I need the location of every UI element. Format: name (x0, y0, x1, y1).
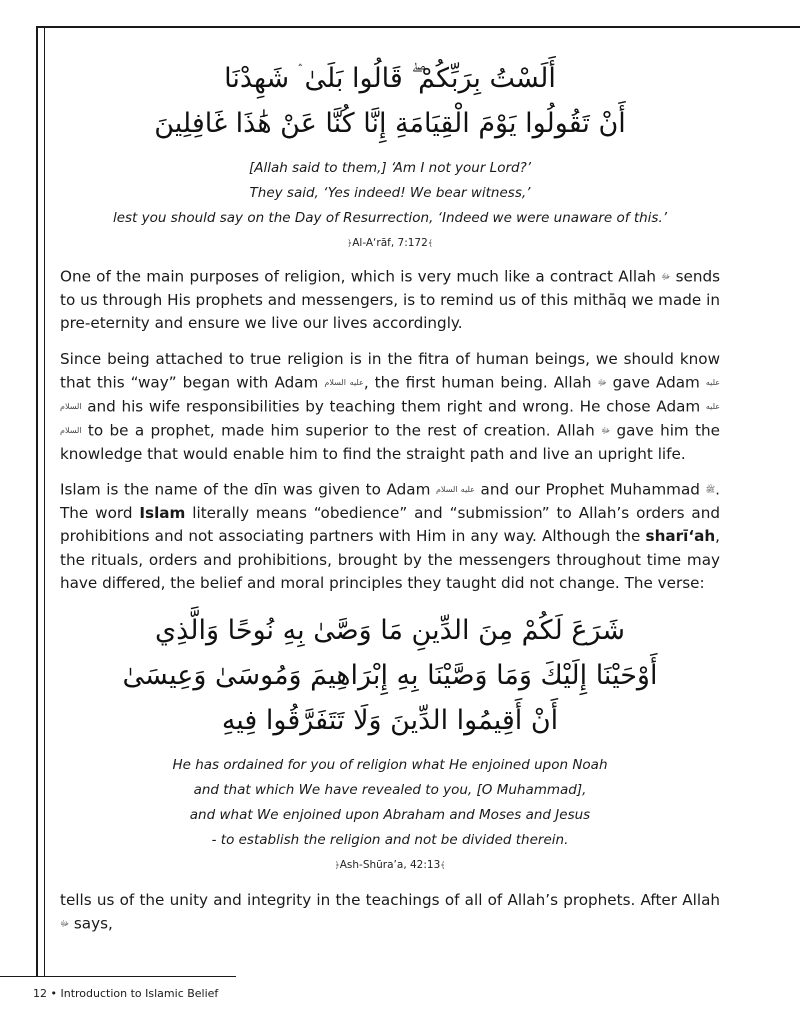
paragraph-text: says, (69, 914, 113, 933)
page-frame-outer-rule (36, 26, 38, 976)
ornament-bracket-right-icon: ﴾ (440, 860, 446, 871)
page-frame-inner-rule (44, 26, 45, 976)
reference-text: Al-A‘rāf, 7:172 (352, 237, 428, 249)
verse-arabic-7-172 (60, 56, 720, 146)
honorific-as-icon: عليه السلام (435, 485, 475, 494)
paragraph-text: to be a prophet, made him superior to the rest of creation. Allah (81, 421, 595, 439)
page-content (60, 46, 720, 936)
paragraph-purpose-of-religion (60, 265, 720, 336)
verse-arabic-42-13 (60, 608, 720, 743)
page-number: 12 (33, 987, 47, 1000)
ornament-bracket-right-icon: ﴾ (427, 239, 434, 249)
paragraph-unity-of-teachings (60, 889, 720, 936)
verse-translation-7-172 (60, 156, 720, 231)
paragraph-text: Islam is the name of the dīn was given to Adam (60, 480, 431, 499)
paragraph-text: literally means “obedience” and “submission” to Allah’s orders and prohibitions and not associating partners with Him in any way. Although the (60, 503, 720, 546)
translation-line: and that which We have revealed to you, [O Muhammad], (193, 781, 587, 798)
paragraph-text: . The word (60, 480, 720, 522)
translation-line: lest you should say on the Day of Resurrection, ‘Indeed we were unaware of this.’ (112, 210, 668, 226)
footer-rule (0, 976, 236, 977)
paragraph-text: One of the main purposes of religion, which is very much like a contract Allah (60, 267, 657, 286)
term-shariah: sharī‘ah (645, 527, 716, 546)
translation-line: [Allah said to them,] ‘Am I not your Lord?’ (248, 160, 532, 176)
verse-arabic-line: شَرَعَ لَكُمْ مِنَ الدِّينِ مَا وَصَّىٰ بِهِ نُوحًا وَالَّذِي (155, 614, 625, 646)
verse-arabic-line: أَلَسْتُ بِرَبِّكُمْ ۖ قَالُوا بَلَىٰ ۛ شَهِدْنَا (224, 63, 556, 94)
honorific-allah-icon: ﷻ (597, 378, 607, 388)
verse-reference-7-172 (60, 234, 720, 253)
honorific-allah-icon: ﷻ (601, 425, 611, 435)
verse-arabic-line: أَنْ تَقُولُوا يَوْمَ الْقِيَامَةِ إِنَّا كُنَّا عَنْ هَٰذَا غَافِلِينَ (154, 108, 626, 139)
translation-line: and what We enjoined upon Abraham and Moses and Jesus (189, 806, 591, 823)
translation-line: They said, ‘Yes indeed! We bear witness,’ (249, 185, 531, 201)
paragraph-fitra (60, 348, 720, 466)
term-islam: Islam (139, 503, 186, 522)
reference-text: Ash-Shūra’a, 42:13 (339, 858, 441, 871)
page-footer (33, 987, 218, 1000)
paragraph-text: and our Prophet Muhammad (474, 480, 700, 499)
honorific-allah-icon: ﷻ (661, 272, 671, 281)
ornament-bracket-left-icon: ﴿ (346, 239, 353, 249)
translation-line: - to establish the religion and not be divided therein. (211, 831, 569, 848)
paragraph-text: sends to us through His prophets and messengers, is to remind us of this mithāq we made in pre-eternity and ensure we live our lives accordingly. (60, 267, 721, 333)
honorific-as-icon: عليه السلام (60, 402, 720, 435)
honorific-as-icon: عليه السلام (60, 378, 720, 411)
paragraph-text: tells us of the unity and integrity in the teachings of all of Allah’s prophets. After Allah (60, 890, 720, 909)
verse-arabic-line: أَنْ أَقِيمُوا الدِّينَ وَلَا تَتَفَرَّقُوا فِيهِ (221, 704, 559, 736)
verse-translation-42-13 (60, 753, 720, 853)
paragraph-text: , the first human being. Allah (363, 373, 592, 392)
page-frame-top-rule (36, 26, 800, 28)
honorific-allah-icon: ﷻ (60, 919, 70, 929)
paragraph-text: Since being attached to true religion is in the fitra of human beings, we should know that this “way” began with Adam (60, 349, 720, 392)
honorific-prophet-icon: ﷺ (705, 485, 716, 494)
paragraph-text: gave Adam (606, 373, 700, 392)
paragraph-islam-definition (60, 478, 720, 596)
paragraph-text: , the rituals, orders and prohibitions, brought by the messengers throughout time may have differed, the belief and moral principles they taught did not change. The verse: (60, 527, 720, 593)
paragraph-text: gave him the knowledge that would enable him to find the straight path and live an upright life. (60, 421, 721, 463)
translation-line: He has ordained for you of religion what He enjoined upon Noah (172, 756, 608, 773)
book-title: Introduction to Islamic Belief (60, 987, 219, 1000)
footer-separator: • (50, 987, 57, 1000)
verse-arabic-line: أَوْحَيْنَا إِلَيْكَ وَمَا وَصَّيْنَا بِهِ إِبْرَاهِيمَ وَمُوسَىٰ وَعِيسَىٰ (122, 659, 658, 691)
verse-reference-42-13 (60, 856, 720, 875)
paragraph-text: and his wife responsibilities by teaching them right and wrong. He chose Adam (81, 397, 701, 416)
ornament-bracket-left-icon: ﴿ (334, 860, 340, 871)
honorific-as-icon: عليه السلام (324, 378, 364, 388)
